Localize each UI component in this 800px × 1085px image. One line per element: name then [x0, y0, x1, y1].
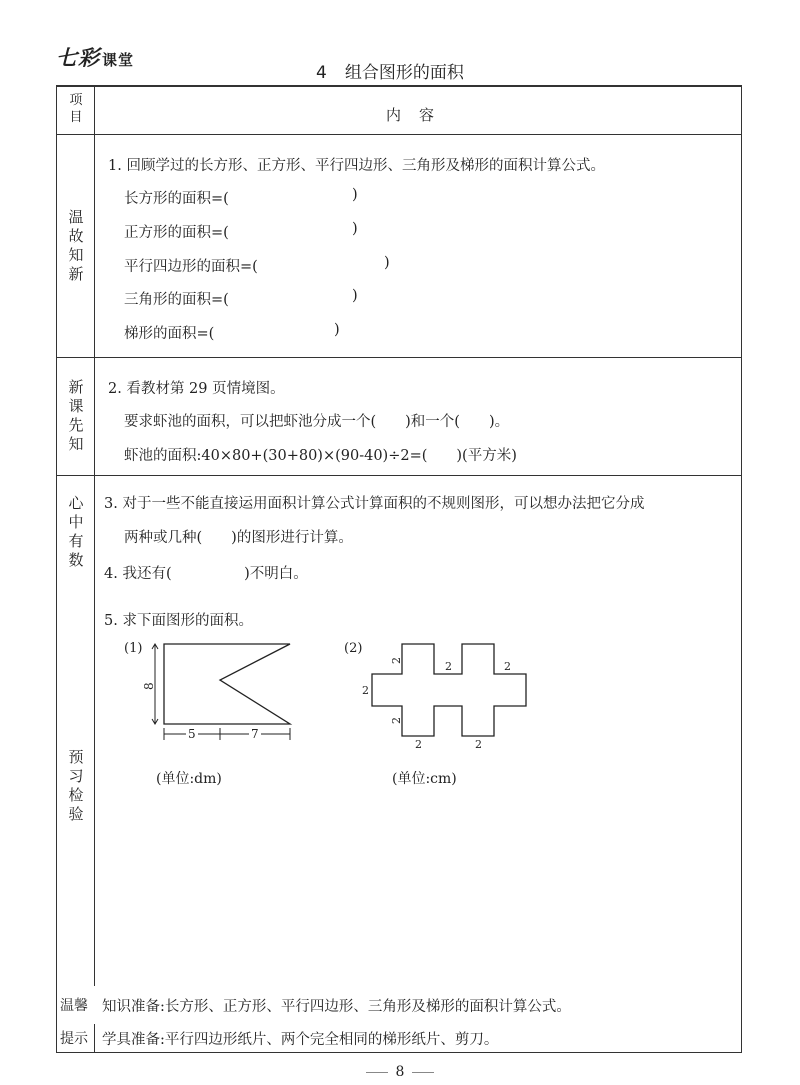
lesson-title: 组合图形的面积 [344, 63, 464, 83]
brand-suffix: 课堂 [102, 51, 135, 69]
question-2b: 虾池的面积:40×80+(30+80)×(90-40)÷2=( )(平方米) [124, 448, 517, 464]
formula-line: 正方形的面积=( [124, 225, 229, 241]
dim-right-label: 7 [251, 727, 259, 741]
formula-line: 平行四边形的面积=( [124, 259, 258, 275]
column-header-item: 项目 [69, 93, 83, 125]
dim-label: 2 [475, 738, 482, 751]
tips-label: 提示 [60, 1031, 88, 1047]
table-left [56, 86, 57, 1053]
footer-dash [412, 1072, 434, 1073]
brand-logo [56, 42, 134, 72]
dim-label: 2 [390, 657, 403, 664]
question-2: 2. 看教材第 29 页情境图。 [108, 381, 285, 397]
section-label-review: 温故知新 [68, 208, 84, 283]
formula-close: ) [384, 255, 390, 271]
question-3: 3. 对于一些不能直接运用面积计算公式计算面积的不规则图形，可以想办法把它分成 [104, 496, 645, 512]
figure-2-label: (2) [344, 641, 363, 656]
dim-label: 2 [415, 738, 422, 751]
figure-1 [120, 636, 310, 746]
tips-tools: 学具准备:平行四边形纸片、两个完全相同的梯形纸片、剪刀。 [102, 1032, 499, 1048]
page-number-text: 8 [395, 1064, 405, 1080]
dim-height-label: 8 [142, 682, 156, 690]
formula-close: ) [352, 288, 358, 304]
question-2a: 要求虾池的面积，可以把虾池分成一个( )和一个( )。 [124, 414, 510, 430]
figure-2 [336, 636, 536, 752]
section-label-preview: 新课先知 [68, 378, 84, 453]
section-label-check: 预习检验 [68, 748, 84, 823]
row-divider [56, 475, 742, 476]
column-header-content: 内容 [386, 106, 453, 124]
dim-left-label: 5 [188, 727, 196, 741]
dim-label: 2 [504, 660, 511, 673]
formula-line: 长方形的面积=( [124, 191, 229, 207]
figure-1-shape [164, 644, 290, 724]
tips-divider [94, 1024, 95, 1052]
formula-close: ) [334, 322, 340, 338]
header-rule [56, 85, 742, 87]
row-divider [56, 357, 742, 358]
formula-close: ) [352, 187, 358, 203]
question-3-cont: 两种或几种( )的图形进行计算。 [124, 530, 353, 546]
dim-label: 2 [362, 684, 369, 697]
formula-close: ) [352, 221, 358, 237]
formula-line: 三角形的面积=( [124, 292, 229, 308]
dim-label: 2 [445, 660, 452, 673]
figure-2-unit: (单位:cm) [392, 771, 457, 787]
table-bottom [56, 1052, 742, 1053]
tips-label: 温馨 [60, 998, 88, 1014]
tips-knowledge: 知识准备:长方形、正方形、平行四边形、三角形及梯形的面积计算公式。 [102, 999, 571, 1015]
figure-1-label: (1) [124, 641, 143, 656]
column-divider [94, 86, 95, 986]
lesson-number: 4 [316, 63, 327, 83]
brand-text: 七彩 [56, 46, 100, 70]
page-number [0, 1064, 800, 1080]
section-label-mind: 心中有数 [68, 494, 84, 569]
question-1: 1. 回顾学过的长方形、正方形、平行四边形、三角形及梯形的面积计算公式。 [108, 158, 605, 174]
footer-dash [366, 1072, 388, 1073]
dim-label: 2 [390, 717, 403, 724]
question-4: 4. 我还有( )不明白。 [104, 566, 308, 582]
question-5: 5. 求下面图形的面积。 [104, 613, 253, 629]
figure-1-unit: (单位:dm) [156, 771, 222, 787]
formula-line: 梯形的面积=( [124, 326, 215, 342]
row-divider [56, 134, 742, 135]
page-title [316, 58, 464, 83]
table-right [741, 86, 742, 1053]
